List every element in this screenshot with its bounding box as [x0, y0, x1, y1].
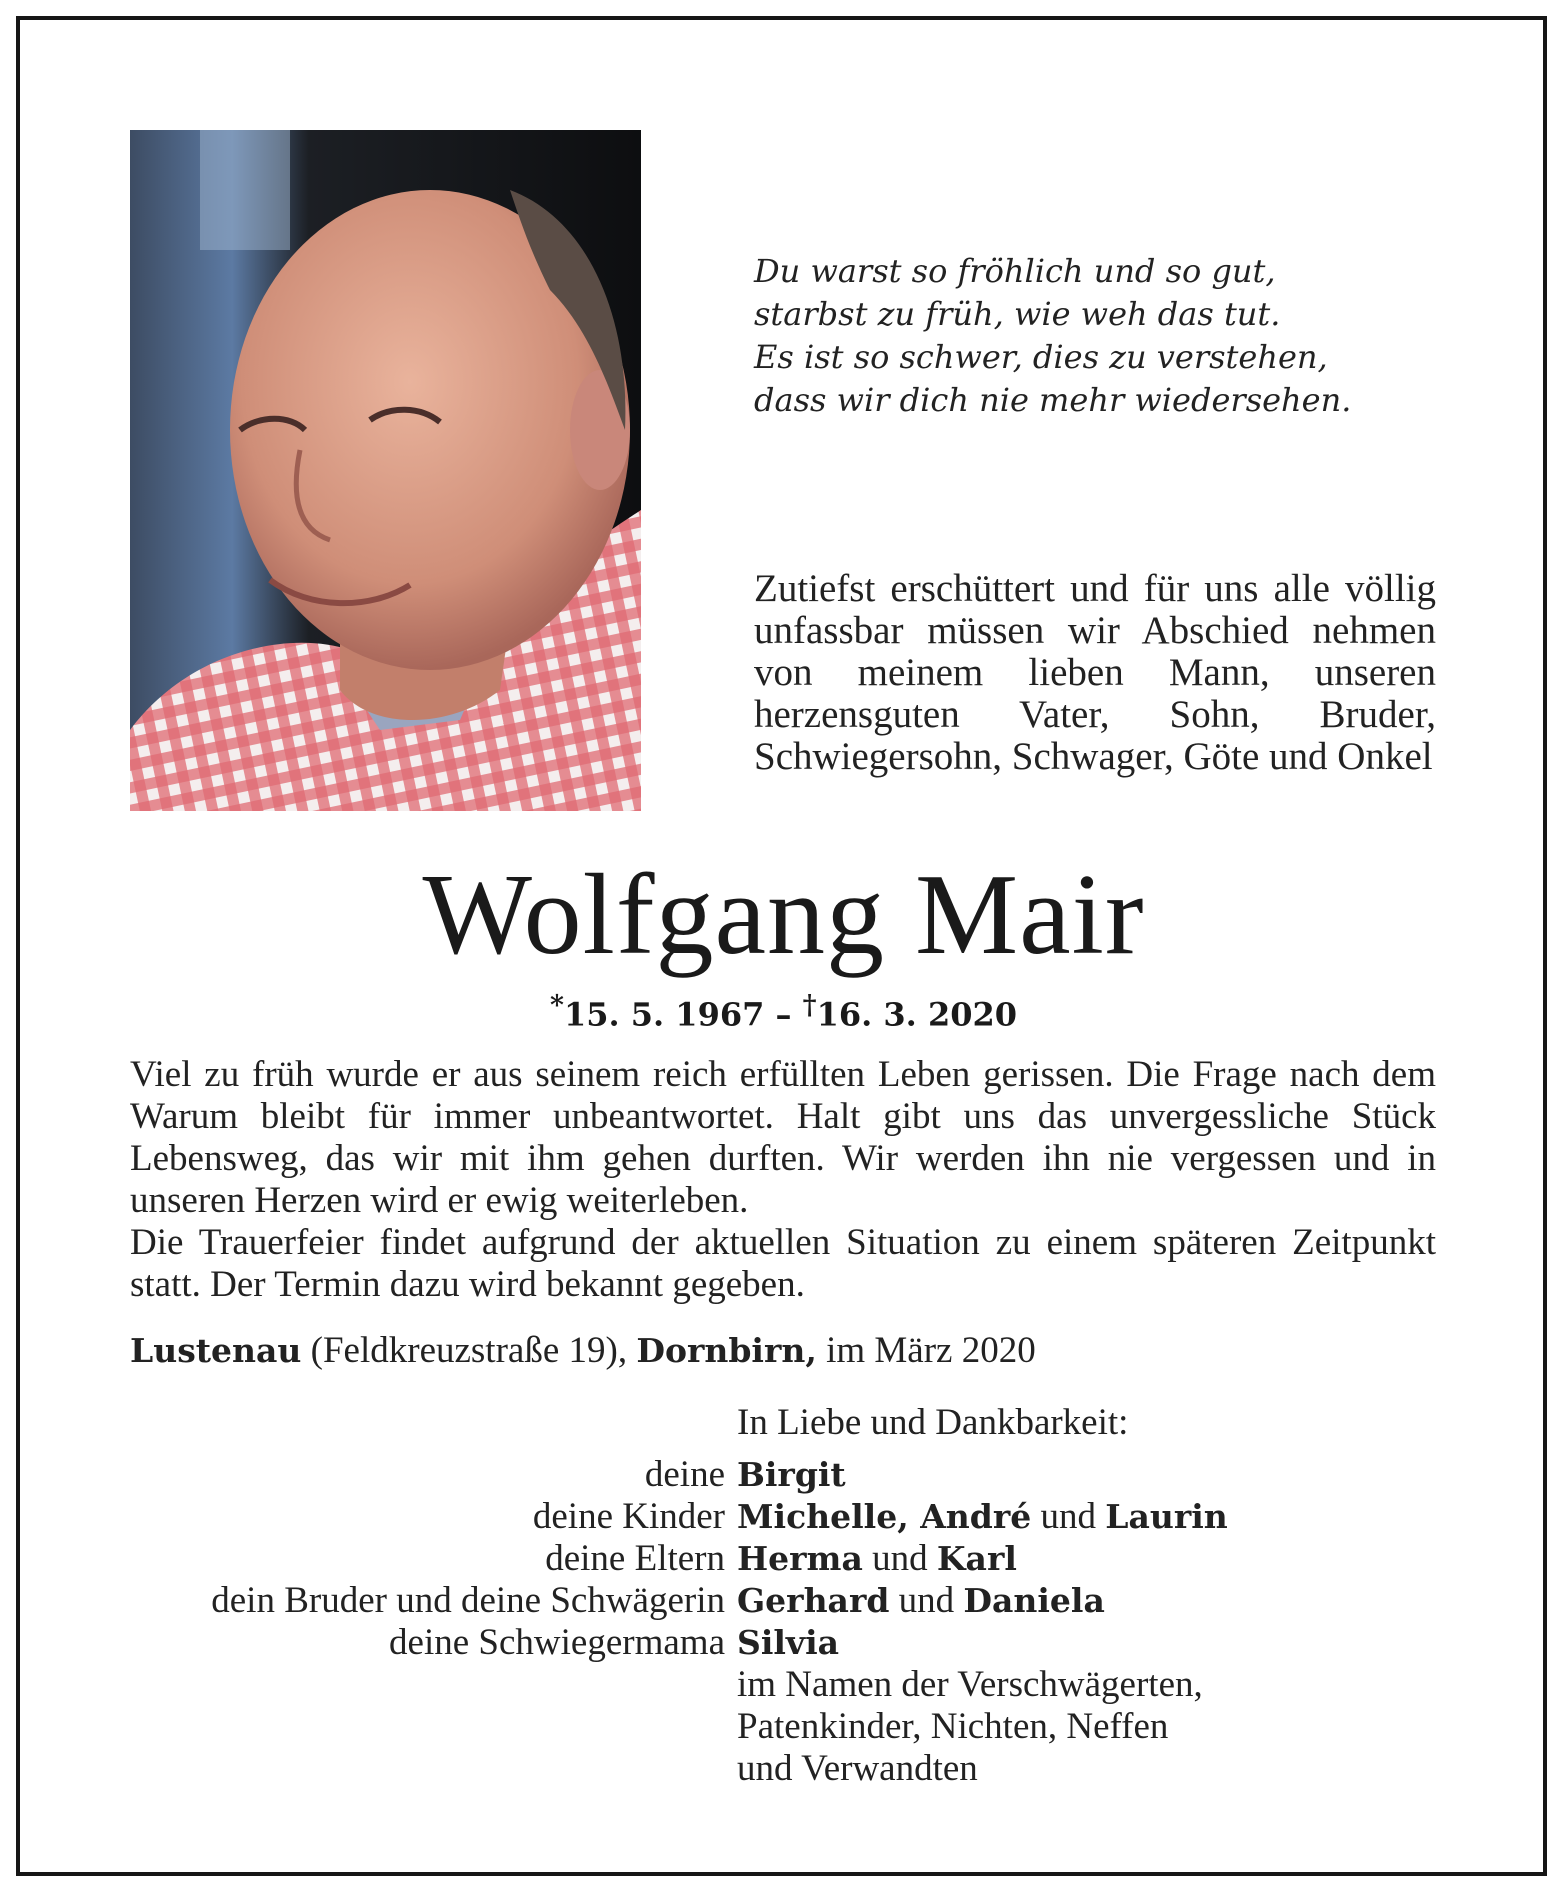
family-name: Herma: [737, 1539, 863, 1578]
intro-text: Zutiefst erschüttert und für uns alle völlig unfassbar müssen wir Abschied nehmen von meinem lieben Mann, unseren herzensguten Vater, Sohn, Bruder, Schwiegersohn, Schwager, Göte und Onkel: [754, 567, 1436, 778]
relation-label: deine Eltern: [545, 1538, 725, 1579]
thanks-line: In Liebe und Dankbarkeit:: [737, 1402, 1129, 1443]
family-row: [130, 1538, 1436, 1580]
relation-label: deine Kinder: [532, 1496, 725, 1537]
life-dates: [0, 986, 1567, 1035]
family-name: Birgit: [737, 1455, 846, 1494]
closing-lines: [737, 1664, 1203, 1790]
poem-line: Du warst so fröhlich und so gut,: [754, 252, 1276, 290]
portrait-illustration: [130, 130, 641, 811]
family-name: Daniela: [963, 1581, 1105, 1620]
birth-symbol: *: [549, 990, 564, 1021]
poem-line: starbst zu früh, wie weh das tut.: [754, 295, 1281, 333]
deceased-name: Wolfgang Mair: [422, 851, 1145, 979]
portrait-photo: [130, 130, 641, 811]
family-name: Silvia: [737, 1623, 839, 1662]
family-name: Gerhard: [737, 1581, 890, 1620]
family-row: [130, 1580, 1436, 1622]
town-name: Dornbirn,: [636, 1331, 817, 1370]
poem-line: Es ist so schwer, dies zu verstehen,: [754, 338, 1328, 376]
family-list: [130, 1454, 1436, 1664]
death-date: 16. 3. 2020: [816, 995, 1018, 1034]
name-joiner: und: [889, 1580, 964, 1621]
date-separator: –: [764, 995, 803, 1034]
address: (Feldkreuzstraße 19),: [301, 1330, 637, 1371]
family-names: [737, 1454, 846, 1496]
family-name: Laurin: [1105, 1497, 1228, 1536]
birth-date: 15. 5. 1967: [563, 995, 765, 1034]
family-row: [130, 1496, 1436, 1538]
family-names: [737, 1622, 839, 1664]
name-joiner: und: [862, 1538, 937, 1579]
town-name: Lustenau: [130, 1331, 302, 1370]
family-row: [130, 1622, 1436, 1664]
family-names: [737, 1538, 1017, 1580]
family-name: Michelle, André: [737, 1497, 1032, 1536]
relation-label: deine Schwiegermama: [389, 1622, 725, 1663]
name-joiner: und: [1031, 1496, 1106, 1537]
death-symbol: †: [802, 990, 817, 1021]
main-text: [130, 1054, 1436, 1306]
main-paragraph: Viel zu früh wurde er aus seinem reich erfüllten Leben gerissen. Die Frage nach dem Warum bleibt für immer unbeantwortet. Halt gibt uns das unvergessliche Stück Lebensweg, das wir mit ihm gehen durften. Wir werden ihn nie vergessen und in unseren Herzen wird er ewig weiterleben.: [130, 1054, 1436, 1221]
main-paragraph: Die Trauerfeier findet aufgrund der aktuellen Situation zu einem späteren Zeitpunkt statt. Der Termin dazu wird bekannt gegeben.: [130, 1222, 1436, 1305]
family-names: [737, 1580, 1105, 1622]
relation-label: deine: [644, 1454, 725, 1495]
memorial-poem: [754, 250, 1434, 422]
family-row: [130, 1454, 1436, 1496]
relation-label: dein Bruder und deine Schwägerin: [211, 1580, 725, 1621]
family-names: [737, 1496, 1228, 1538]
closing-line: im Namen der Verschwägerten,: [737, 1664, 1203, 1705]
closing-line: und Verwandten: [737, 1748, 978, 1789]
poem-line: dass wir dich nie mehr wiedersehen.: [754, 381, 1352, 419]
family-name: Karl: [936, 1539, 1017, 1578]
place-and-date: [130, 1330, 1436, 1372]
closing-line: Patenkinder, Nichten, Neffen: [737, 1706, 1169, 1747]
notice-date: im März 2020: [816, 1330, 1036, 1371]
